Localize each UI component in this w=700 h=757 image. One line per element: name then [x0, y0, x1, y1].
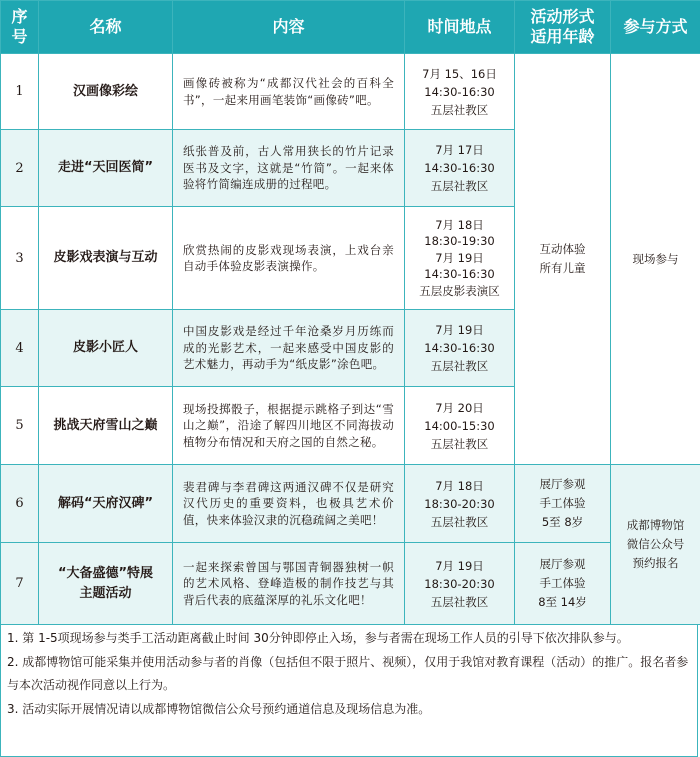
header-content: 内容	[173, 1, 405, 54]
row-seq: 7	[1, 543, 39, 625]
table-row	[1, 543, 700, 625]
row-content: 一起来探索曾国与鄂国青铜器独树一帜的艺术风格、登峰造极的制作技艺与其背后代表的底蕴深厚的礼乐文化吧！	[173, 543, 405, 625]
row-time: 7月 17日 14:30-16:30 五层社教区	[405, 130, 515, 207]
note-item: 3. 活动实际开展情况请以成都博物馆微信公众号预约通道信息及现场信息为准。	[7, 698, 691, 722]
header-join: 参与方式	[611, 1, 700, 54]
row-time: 7月 19日 14:30-16:30 五层社教区	[405, 310, 515, 387]
row-content: 现场投掷骰子，根据提示跳格子到达“雪山之巅”，沿途了解四川地区不同海拔动植物分布情况和天府之国的自然之秘。	[173, 387, 405, 465]
row-seq: 1	[1, 54, 39, 130]
row-seq: 6	[1, 465, 39, 543]
row-seq: 3	[1, 207, 39, 310]
row-name: 解码“天府汉碑”	[39, 465, 173, 543]
header-form: 活动形式 适用年龄	[515, 1, 611, 54]
note-item: 2. 成都博物馆可能采集并使用活动参与者的肖像（包括但不限于照片、视频），仅用于我馆对教育课程（活动）的推广。报名者参与本次活动视作同意以上行为。	[7, 651, 691, 698]
note-item: 1. 第 1-5项现场参与类手工活动距离截止时间 30分钟即停止入场，参与者需在现场工作人员的引导下依次排队参与。	[7, 627, 691, 651]
notes-section	[0, 625, 698, 757]
row-content: 中国皮影戏是经过千年沧桑岁月历练而成的光影艺术，一起来感受中国皮影的艺术魅力，再动手为“纸皮影”涂色吧。	[173, 310, 405, 387]
row-seq: 2	[1, 130, 39, 207]
row-seq: 5	[1, 387, 39, 465]
row-name: “大备盛德”特展 主题活动	[39, 543, 173, 625]
row-name: 皮影小匠人	[39, 310, 173, 387]
row-seq: 4	[1, 310, 39, 387]
header-name: 名称	[39, 1, 173, 54]
table-header-row	[1, 1, 700, 54]
row-name: 挑战天府雪山之巅	[39, 387, 173, 465]
row-content: 欣赏热闹的皮影戏现场表演，上戏台亲自动手体验皮影表演操作。	[173, 207, 405, 310]
row-form: 展厅参观 手工体验 5至 8岁	[515, 465, 611, 543]
header-time: 时间地点	[405, 1, 515, 54]
table-row	[1, 54, 700, 130]
table-row	[1, 465, 700, 543]
row-time: 7月 20日 14:00-15:30 五层社教区	[405, 387, 515, 465]
row-name: 皮影戏表演与互动	[39, 207, 173, 310]
row-time: 7月 18日 18:30-19:30 7月 19日 14:30-16:30 五层皮影表演区	[405, 207, 515, 310]
row-content: 纸张普及前，古人常用狭长的竹片记录医书及文字，这就是“竹简”。一起来体验将竹简编连成册的过程吧。	[173, 130, 405, 207]
join-cell-rows-6-7: 成都博物馆 微信公众号 预约报名	[611, 465, 700, 625]
row-form: 展厅参观 手工体验 8至 14岁	[515, 543, 611, 625]
row-time: 7月 19日 18:30-20:30 五层社教区	[405, 543, 515, 625]
header-seq: 序 号	[1, 1, 39, 54]
row-content: 画像砖被称为“成都汉代社会的百科全书”，一起来用画笔装饰“画像砖”吧。	[173, 54, 405, 130]
row-content: 裴君碑与李君碑这两通汉碑不仅是研究汉代历史的重要资料，也极具艺术价值，快来体验汉隶的沉稳疏阔之美吧！	[173, 465, 405, 543]
row-name: 走进“天回医简”	[39, 130, 173, 207]
row-time: 7月 15、16日 14:30-16:30 五层社教区	[405, 54, 515, 130]
join-cell-rows-1-5: 现场参与	[611, 54, 700, 465]
row-name: 汉画像彩绘	[39, 54, 173, 130]
row-time: 7月 18日 18:30-20:30 五层社教区	[405, 465, 515, 543]
form-cell-rows-1-5: 互动体验 所有儿童	[515, 54, 611, 465]
